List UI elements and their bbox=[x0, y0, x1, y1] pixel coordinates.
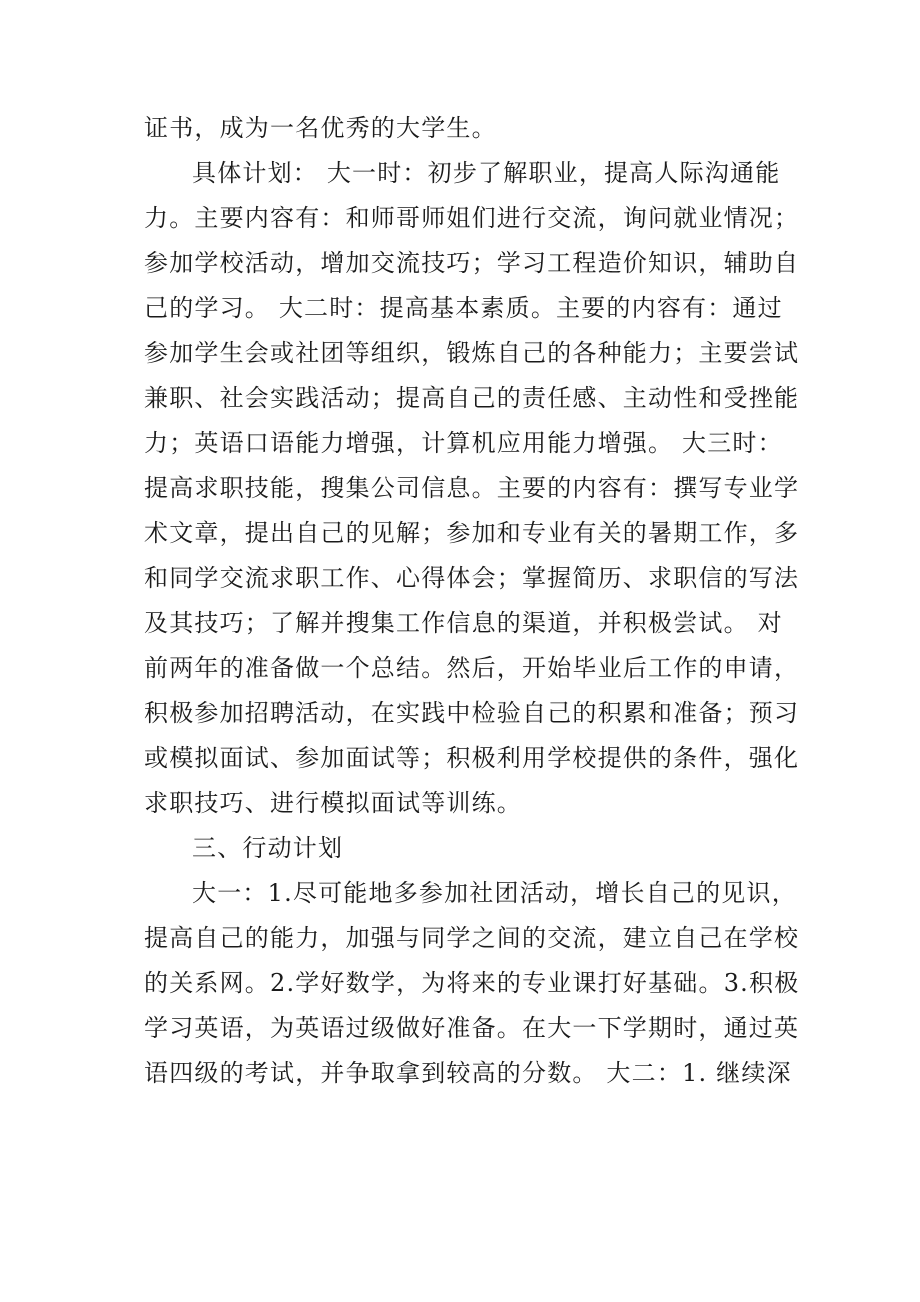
text-line: 和同学交流求职工作、心得体会；掌握简历、求职信的写法 bbox=[144, 564, 800, 592]
text-line: 或模拟面试、参加面试等；积极利用学校提供的条件，强化 bbox=[144, 744, 800, 772]
text-line: 大一：1.尽可能地多参加社团活动，增长自己的见识， bbox=[192, 879, 797, 907]
text-line: 的关系网。2.学好数学，为将来的专业课打好基础。3.积极 bbox=[144, 969, 800, 997]
section-heading: 三、行动计划 bbox=[192, 834, 344, 862]
text-line: 提高自己的能力，加强与同学之间的交流，建立自己在学校 bbox=[144, 924, 800, 952]
text-line: 具体计划： 大一时：初步了解职业，提高人际沟通能 bbox=[192, 159, 781, 187]
text-line: 前两年的准备做一个总结。然后，开始毕业后工作的申请， bbox=[144, 654, 800, 682]
text-line: 参加学生会或社团等组织，锻炼自己的各种能力；主要尝试 bbox=[144, 339, 800, 367]
text-line: 学习英语，为英语过级做好准备。在大一下学期时，通过英 bbox=[144, 1014, 800, 1042]
text-line: 己的学习。 大二时：提高基本素质。主要的内容有：通过 bbox=[144, 294, 783, 322]
text-line: 兼职、社会实践活动；提高自己的责任感、主动性和受挫能 bbox=[144, 384, 800, 412]
text-line: 求职技巧、进行模拟面试等训练。 bbox=[144, 789, 522, 817]
text-line: 语四级的考试，并争取拿到较高的分数。 大二：1. 继续深 bbox=[144, 1059, 792, 1087]
text-line: 参加学校活动，增加交流技巧；学习工程造价知识，辅助自 bbox=[144, 249, 800, 277]
text-line: 术文章，提出自己的见解；参加和专业有关的暑期工作，多 bbox=[144, 519, 800, 547]
text-line: 提高求职技能，搜集公司信息。主要的内容有：撰写专业学 bbox=[144, 474, 800, 502]
text-line: 及其技巧；了解并搜集工作信息的渠道，并积极尝试。 对 bbox=[144, 609, 783, 637]
text-line: 力；英语口语能力增强，计算机应用能力增强。 大三时： bbox=[144, 429, 783, 457]
text-line: 证书，成为一名优秀的大学生。 bbox=[144, 114, 497, 142]
body-text bbox=[144, 106, 800, 1096]
text-line: 力。主要内容有：和师哥师姐们进行交流，询问就业情况； bbox=[144, 204, 800, 232]
text-line: 积极参加招聘活动，在实践中检验自己的积累和准备；预习 bbox=[144, 699, 800, 727]
